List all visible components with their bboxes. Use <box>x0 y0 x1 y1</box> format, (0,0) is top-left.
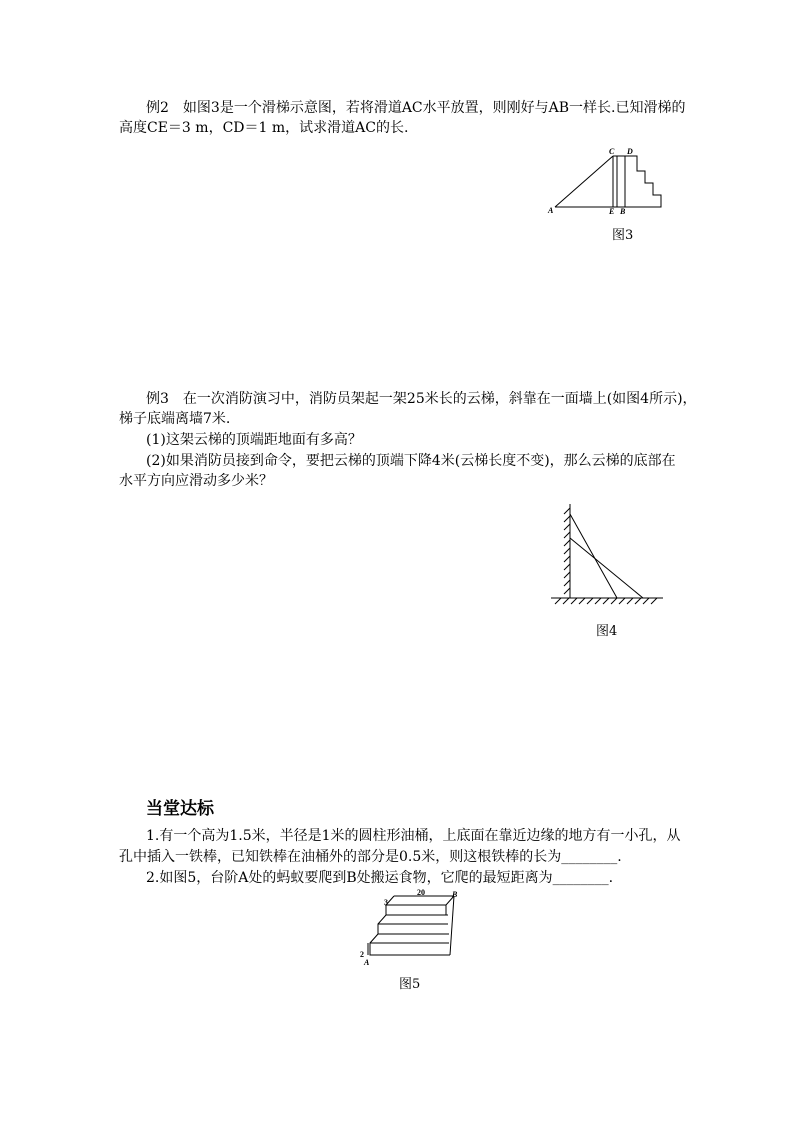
practice-item1-line1: 1.有一个高为1.5米，半径是1米的圆柱形油桶，上底面在靠近边缘的地方有一小孔，从 <box>146 828 681 844</box>
practice-heading: 当堂达标 <box>146 799 214 819</box>
fig5-label-a: A <box>364 958 370 967</box>
figure5-caption: 图5 <box>399 977 421 992</box>
fig5-step-top <box>386 896 454 905</box>
example2-line2: 高度CE＝3 m，CD＝1 m，试求滑道AC的长. <box>119 120 409 136</box>
fig3-slide-line <box>555 156 613 207</box>
fig5-step-front <box>370 905 450 955</box>
fig3-stairs <box>625 156 661 207</box>
example3-question1: (1)这架云梯的顶端距地面有多高？ <box>146 432 362 448</box>
fig5-label-riser: 2 <box>360 950 364 959</box>
example3-question2: (2)如果消防员接到命令，要把云梯的顶端下降4米(云梯长度不变)，那么云梯的底部在 <box>146 453 676 469</box>
fig3-label-e: E <box>609 207 615 216</box>
fig4-wall-hatching <box>564 508 570 594</box>
practice-item1-line2: 孔中插入一铁棒，已知铁棒在油桶外的部分是0.5米，则这根铁棒的长为________. <box>119 849 622 865</box>
practice-item2-line1: 2.如图5，台阶A处的蚂蚁要爬到B处搬运食物，它爬的最短距离为________. <box>146 870 614 886</box>
example3-question2-cont: 水平方向应滑动多少米？ <box>119 473 273 489</box>
figure3-caption: 图3 <box>612 228 634 243</box>
fig3-label-a: A <box>548 206 554 215</box>
fig4-ladder-2 <box>570 538 643 598</box>
fig3-label-d: D <box>627 147 633 156</box>
example3-line2: 梯子底端离墙7米. <box>119 411 231 427</box>
fig4-ground-hatching <box>555 598 657 604</box>
fig5-label-b: B <box>452 890 458 899</box>
fig3-label-c: C <box>609 147 615 156</box>
example2-line1: 例2 如图3是一个滑梯示意图，若将滑道AC水平放置，则刚好与AB一样长.已知滑梯的 <box>146 100 686 116</box>
figure3-slide-diagram <box>545 146 675 216</box>
figure5-stairs-diagram <box>355 887 465 967</box>
fig4-ladder-1 <box>570 514 617 598</box>
fig5-label-width: 20 <box>417 888 425 897</box>
figure4-caption: 图4 <box>596 624 618 639</box>
example3-line1: 例3 在一次消防演习中，消防员架起一架25米长的云梯，斜靠在一面墙上(如图4所示)， <box>146 391 697 407</box>
fig3-label-b: B <box>620 207 626 216</box>
figure4-ladder-diagram <box>545 500 670 610</box>
fig5-label-height: 3 <box>384 898 388 907</box>
